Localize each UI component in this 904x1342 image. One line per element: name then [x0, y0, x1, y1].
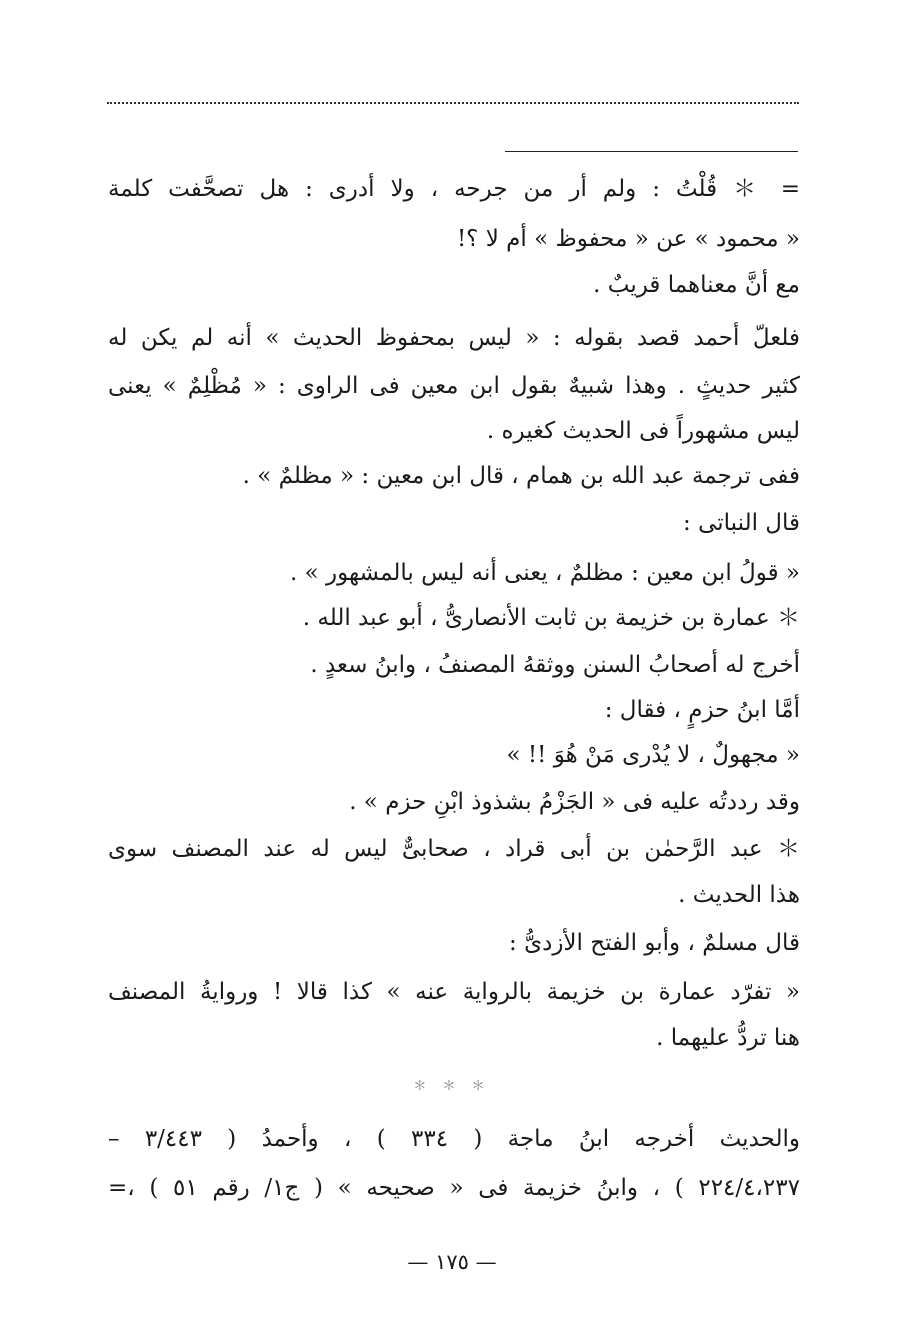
text-line-16: هذا الحديث . — [678, 882, 800, 908]
text-line-14: وقد رددتُه عليه فى « الجَزْمُ بشذوذ ابْنِ حزم » . — [349, 789, 800, 815]
footnote-line-1: والحديث أخرجه ابنُ ماجة ( ٣٣٤ ) ، وأحمدُ ( ٣/٤٤٣ – — [108, 1126, 800, 1152]
text-line-18: « تفرّد عمارة بن خزيمة بالرواية عنه » كذا قالا ! وروايةُ المصنف — [108, 979, 800, 1005]
text-line-8: قال النباتى : — [683, 510, 800, 536]
text-line-13: « مجهولٌ ، لا يُدْرى مَنْ هُوَ !! » — [506, 742, 800, 768]
text-line-1: = ＊ قُلْتُ : ولم أر من جرحه ، ولا أدرى : هل تصحَّفت كلمة — [108, 176, 800, 202]
text-line-2: « محمود » عن « محفوظ » أم لا ؟! — [456, 226, 800, 252]
text-line-15: ＊ عبد الرَّحمٰن بن أبى قراد ، صحابىٌّ ليس له عند المصنف سوى — [108, 836, 800, 862]
page-number: — ١٧٥ — — [407, 1250, 497, 1274]
text-line-10: ＊ عمارة بن خزيمة بن ثابت الأنصارىُّ ، أبو عبد الله . — [302, 605, 800, 631]
text-line-6: ليس مشهوراً فى الحديث كغيره . — [486, 418, 800, 444]
text-line-12: أمَّا ابنُ حزمٍ ، فقال : — [604, 697, 800, 723]
header-dotted-rule — [107, 102, 799, 104]
text-line-3: مع أنَّ معناهما قريبٌ . — [593, 272, 800, 298]
section-separator-stars: ＊ ＊ ＊ — [413, 1079, 491, 1094]
continuation-rule — [505, 151, 798, 152]
text-line-4: فلعلّ أحمد قصد بقوله : « ليس بمحفوظ الحديث » أنه لم يكن له — [108, 325, 800, 351]
text-line-7: ففى ترجمة عبد الله بن همام ، قال ابن معين : « مظلمٌ » . — [242, 463, 800, 489]
text-line-11: أخرج له أصحابُ السنن ووثقهُ المصنفُ ، وابنُ سعدٍ . — [310, 652, 800, 678]
text-line-19: هنا تردُّ عليهما . — [656, 1025, 800, 1051]
text-line-17: قال مسلمٌ ، وأبو الفتح الأزدىُّ : — [509, 930, 800, 956]
text-line-5: كثير حديثٍ . وهذا شبيهٌ بقول ابن معين فى الراوى : « مُظْلِمٌ » يعنى — [108, 373, 800, 399]
text-line-9: « قولُ ابن معين : مظلمٌ ، يعنى أنه ليس بالمشهور » . — [289, 560, 800, 586]
footnote-line-2: ٢٢٤/٤،٢٣٧ ) ، وابنُ خزيمة فى « صحيحه » ( ج١/ رقم ٥١ ) ،= — [108, 1175, 800, 1201]
